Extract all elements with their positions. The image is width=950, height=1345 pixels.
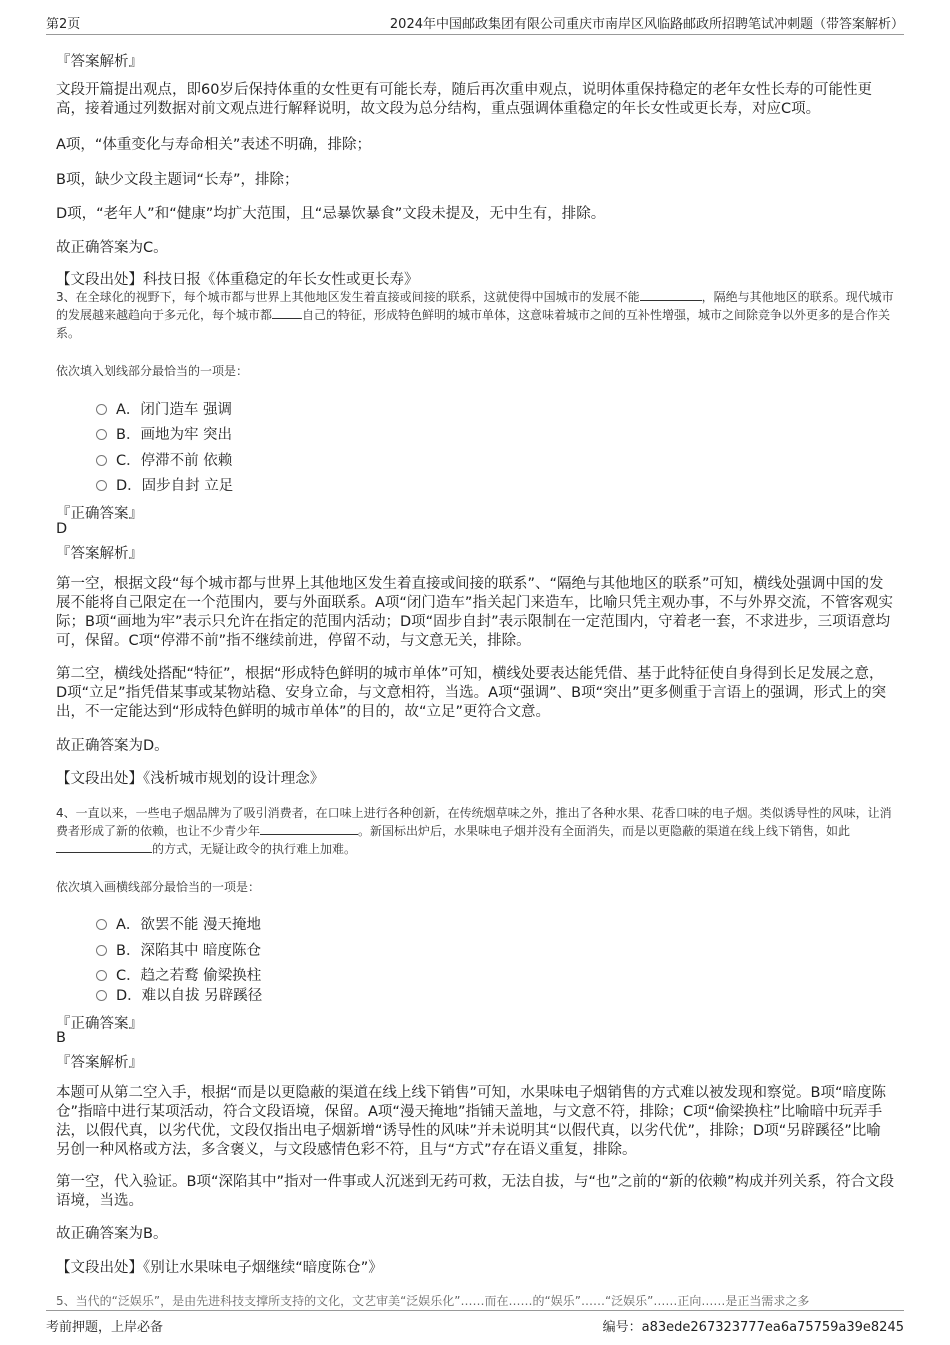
page-number: 第2页 — [46, 17, 81, 32]
q4-option-b[interactable]: B．深陷其中 暗度陈仓 — [96, 939, 261, 960]
radio-icon[interactable] — [96, 429, 107, 440]
radio-icon[interactable] — [96, 455, 107, 466]
q3-blank-2 — [272, 306, 302, 319]
q3-option-c[interactable]: C．停滞不前 依赖 — [96, 449, 232, 470]
document-title: 2024年中国邮政集团有限公司重庆市南岸区风临路邮政所招聘笔试冲刺题（带答案解析） — [389, 17, 904, 32]
q4-analysis-paragraph-2: 第一空，代入验证。B项“深陷其中”指对一件事或人沉迷到无药可救，无法自拔，与“也”之前的“新的依赖”构成并列关系，符合文段语境，当选。 — [56, 1174, 895, 1209]
q5-cut-off-line: 5、当代的“泛娱乐”，是由先进科技支撑所支持的文化，文艺审美“泛娱乐化”……而在……的“娱乐”……“泛娱乐”……正向……是正当需求之多 — [56, 1294, 810, 1308]
q3-prompt: 依次填入划线部分最恰当的一项是： — [56, 364, 249, 378]
q3-conclusion: 故正确答案为D。 — [56, 738, 169, 754]
q4-question-stem: 4、一直以来，一些电子烟品牌为了吸引消费者，在口味上进行各种创新，在传统烟草味之外，推出了各种水果、花香口味的电子烟。类似诱导性的风味，让消费者形成了新的依赖，也让不少青少年 。新国标出炉后，水果味电子烟并没有全面消失，而是以更隐蔽的渠道在线上线下销售，如此的方式，无疑让政令的执行难上加难。 — [56, 806, 892, 856]
q4-option-a[interactable]: A．欲罢不能 漫天掩地 — [96, 913, 261, 934]
radio-icon[interactable] — [96, 945, 107, 956]
q4-blank-2 — [56, 840, 152, 853]
q3-blank-1 — [640, 288, 702, 301]
q3-source: 【文段出处】《浅析城市规划的设计理念》 — [56, 771, 325, 787]
q4-option-d[interactable]: D．难以自拔 另辟蹊径 — [96, 984, 262, 1005]
q3-option-d[interactable]: D．固步自封 立足 — [96, 474, 233, 495]
q2-option-b-note: B项，缺少文段主题词“长寿”，排除； — [56, 172, 299, 188]
q4-answer: B — [56, 1030, 66, 1046]
radio-icon[interactable] — [96, 970, 107, 981]
q4-prompt: 依次填入画横线部分最恰当的一项是： — [56, 880, 261, 894]
q4-analysis-label: 『答案解析』 — [56, 1055, 143, 1071]
footer-slogan: 考前押题，上岸必备 — [46, 1320, 164, 1335]
radio-icon[interactable] — [96, 919, 107, 930]
q4-blank-1 — [260, 822, 358, 835]
q2-analysis-label: 『答案解析』 — [56, 54, 143, 70]
radio-icon[interactable] — [96, 404, 107, 415]
q3-option-a[interactable]: A．闭门造车 强调 — [96, 398, 232, 419]
q3-analysis-paragraph-2: 第二空，横线处搭配“特征”，根据“形成特色鲜明的城市单体”可知，横线处要表达能凭借、基于此特征使自身得到长足发展之意，D项“立足”指凭借某事或某物站稳、安身立命，与文意相符，当选。A项“强调”、B项“突出”更多侧重于言语上的强调，形式上的突出，不一定能达到“形成特色鲜明的城市单体”的目的，故“立足”更符合文意。 — [56, 666, 887, 720]
q4-option-c[interactable]: C．趋之若鹜 偷梁换柱 — [96, 964, 261, 985]
document-id: 编号：a83ede267323777ea6a75759a39e8245 — [602, 1320, 904, 1335]
radio-icon[interactable] — [96, 990, 107, 1001]
q4-answer-label: 『正确答案』 — [56, 1016, 143, 1032]
page-footer — [46, 1310, 904, 1335]
q4-analysis-paragraph-1: 本题可从第二空入手，根据“而是以更隐蔽的渠道在线上线下销售”可知，水果味电子烟销售的方式难以被发现和察觉。B项“暗度陈仓”指暗中进行某项活动，符合文段语境，保留。A项“漫天掩地”指铺天盖地，与文意不符，排除；C项“偷梁换柱”比喻暗中玩弄手法，以假代真，以劣代优，文段仅指出电子烟新增“诱导性的风味”并未说明其“以假代真，以劣代优”，排除；D项“另辟蹊径”比喻另创一种风格或方法，多含褒义，与文段感情色彩不符，且与“方式”存在语义重复，排除。 — [56, 1085, 886, 1158]
q3-analysis-label: 『答案解析』 — [56, 546, 143, 562]
q4-source: 【文段出处】《别让水果味电子烟继续“暗度陈仓”》 — [56, 1260, 383, 1276]
q3-answer-label: 『正确答案』 — [56, 506, 143, 522]
q3-analysis-paragraph-1: 第一空，根据文段“每个城市都与世界上其他地区发生着直接或间接的联系”、“隔绝与其他地区的联系”可知，横线处强调中国的发展不能将自己限定在一个范围内，要与外面联系。A项“闭门造车”指关起门来造车，比喻只凭主观办事，不与外界交流，不管客观实际；B项“画地为牢”表示只允许在指定的范围内活动；D项“固步自封”表示限制在一定范围内，守着老一套，不求进步，三项语意均可，保留。C项“停滞不前”指不继续前进，停留不动，与文意无关，排除。 — [56, 576, 893, 649]
q2-option-d-note: D项，“老年人”和“健康”均扩大范围，且“忌暴饮暴食”文段未提及，无中生有，排除。 — [56, 206, 606, 222]
q2-analysis-paragraph: 文段开篇提出观点，即60岁后保持体重的女性更有可能长寿，随后再次重申观点，说明体重保持稳定的老年女性长寿的可能性更高，接着通过列数据对前文观点进行解释说明，故文段为总分结构，重点强调体重稳定的年长女性或更长寿，对应C项。 — [56, 82, 872, 117]
page-header — [46, 10, 904, 35]
q2-option-a-note: A项，“体重变化与寿命相关”表述不明确，排除； — [56, 137, 371, 153]
q3-question-stem: 3、在全球化的视野下，每个城市都与世界上其他地区发生着直接或间接的联系，这就使得中国城市的发展不能 ，隔绝与其他地区的联系。现代城市的发展越来越趋向于多元化，每个城市都 自己的特征，形成特色鲜明的城市单体，这意味着城市之间的互补性增强，城市之间除竞争以外更多的是合作关系。 — [56, 290, 894, 340]
radio-icon[interactable] — [96, 480, 107, 491]
q2-source: 【文段出处】科技日报《体重稳定的年长女性或更长寿》 — [56, 272, 419, 288]
q3-option-b[interactable]: B．画地为牢 突出 — [96, 423, 232, 444]
q4-conclusion: 故正确答案为B。 — [56, 1226, 168, 1242]
q3-answer: D — [56, 521, 68, 537]
q2-conclusion: 故正确答案为C。 — [56, 240, 168, 256]
